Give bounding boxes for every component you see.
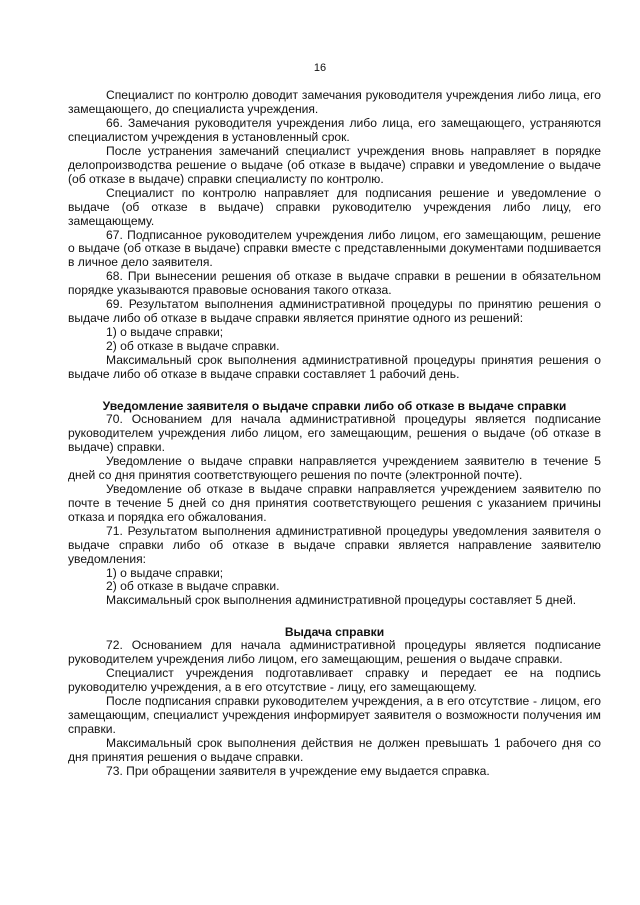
paragraph: После устранения замечаний специалист учреждения вновь направляет в порядке делопроизводства решение о выдаче (об отказе в выдаче) справки и уведомление о выдаче (об отказе в выдаче) справки специалисту по контролю. <box>68 143 601 186</box>
section-heading: Уведомление заявителя о выдаче справки либо об отказе в выдаче справки <box>102 399 567 414</box>
list-item: 2) об отказе в выдаче справки. <box>106 579 280 594</box>
paragraph: Максимальный срок выполнения действия не должен превышать 1 рабочего дня со дня принятия решения о выдаче справки. <box>68 736 601 764</box>
paragraph: Специалист учреждения подготавливает справку и передает ее на подпись руководителю учреждения, а в его отсутствие - лицу, его замещающему. <box>68 666 601 695</box>
page-number: 16 <box>313 62 327 74</box>
paragraph: 72. Основанием для начала административной процедуры является подписание руководителем учреждения либо лицом, его замещающим, решения о выдаче справки. <box>68 638 601 667</box>
paragraph: Максимальный срок выполнения административной процедуры принятия решения о выдаче либо об отказе в выдаче справки составляет 1 рабочий день. <box>68 353 601 382</box>
list-item: 1) о выдаче справки; <box>106 325 224 340</box>
paragraph: 70. Основанием для начала административной процедуры является подписание руководителем учреждения либо лицом, его замещающим, решения о выдаче (об отказе в выдаче) справки. <box>68 412 601 454</box>
list-item: 1) о выдаче справки; <box>106 565 224 580</box>
section-heading: Выдача справки <box>284 625 385 640</box>
paragraph: 69. Результатом выполнения административной процедуры по принятию решения о выдаче либо об отказе в выдаче справки является принятие одного из решений: <box>68 297 601 326</box>
list-item: 2) об отказе в выдаче справки. <box>106 339 280 354</box>
paragraph: Максимальный срок выполнения административной процедуры составляет 5 дней. <box>106 593 577 608</box>
paragraph: 66. Замечания руководителя учреждения либо лица, его замещающего, устраняются специалистом учреждения в установленный срок. <box>68 115 601 144</box>
paragraph: 73. При обращении заявителя в учреждение ему выдается справка. <box>106 763 490 778</box>
paragraph: После подписания справки руководителем учреждения, а в его отсутствие - лицом, его замещающим, специалист учреждения информирует заявителя о возможности получения им справки. <box>68 694 601 737</box>
paragraph: 67. Подписанное руководителем учреждения либо лицом, его замещающим, решение о выдаче (об отказе в выдаче) справки вместе с представленными документами подшивается в личное дело заявителя. <box>68 227 601 270</box>
document-body <box>68 89 601 779</box>
paragraph: Уведомление о выдаче справки направляется учреждением заявителю в течение 5 дней со дня принятия соответствующего решения по почте (электронной почте). <box>68 453 601 482</box>
paragraph: Специалист по контролю доводит замечания руководителя учреждения либо лица, его замещающего, до специалиста учреждения. <box>68 88 601 116</box>
paragraph: Уведомление об отказе в выдаче справки направляется учреждением заявителю по почте в течение 5 дней со дня принятия соответствующего решения с указанием причины отказа и порядка его обжалования. <box>68 481 601 524</box>
paragraph: 68. При вынесении решения об отказе в выдаче справки в решении в обязательном порядке указываются правовые основания такого отказа. <box>68 269 601 298</box>
paragraph: Специалист по контролю направляет для подписания решение и уведомление о выдаче (об отказе в выдаче) справки руководителю учреждения либо лицу, его замещающему. <box>68 185 601 228</box>
paragraph: 71. Результатом выполнения административной процедуры уведомления заявителя о выдаче справки либо об отказе в выдаче справки является направление заявителю уведомления: <box>68 523 601 566</box>
